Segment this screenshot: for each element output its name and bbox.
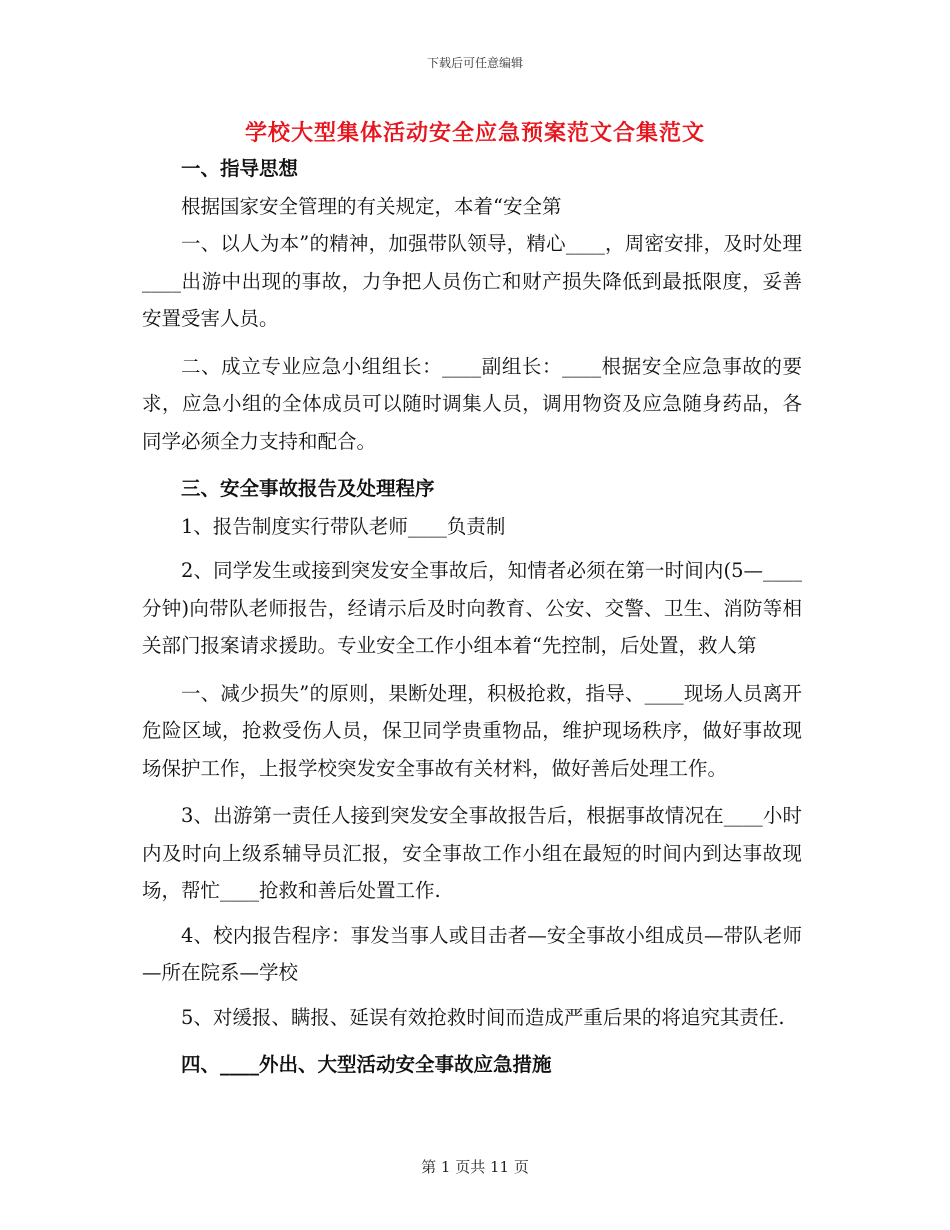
- paragraph-3: 二、成立专业应急小组组长：____副组长：____根据安全应急事故的要求，应急小组的全体成员可以随时调集人员，调用物资及应急随身药品，各同学必须全力支持和配合。: [142, 354, 802, 453]
- section-heading-3: 三、安全事故报告及处理程序: [181, 477, 435, 500]
- paragraph-7: 3、出游第一责任人接到突发安全事故报告后，根据事故情况在____小时内及时向上级系辅导员汇报，安全事故工作小组在最短的时间内到达事故现场，帮忙____抢救和善后处置工作.: [142, 804, 802, 902]
- section-heading-1: 一、指导思想: [181, 157, 299, 180]
- paragraph-6: 一、减少损失”的原则，果断处理，积极抢救，指导、____现场人员离开危险区域，抢救受伤人员，保卫同学贵重物品，维护现场秩序，做好事故现场保护工作，上报学校突发安全事故有关材料，做好善后处理工作。: [142, 681, 802, 780]
- paragraph-9: 5、对缓报、瞒报、延误有效抢救时间而造成严重后果的将追究其责任.: [181, 1005, 785, 1029]
- document-body: [142, 150, 802, 1084]
- header-note: 下载后可任意编辑: [426, 56, 523, 70]
- paragraph-1: 根据国家安全管理的有关规定，本着“安全第: [181, 194, 562, 218]
- paragraph-8: 4、校内报告程序：事发当事人或目击者—安全事故小组成员—带队老师—所在院系—学校: [142, 923, 802, 984]
- paragraph-2: 一、以人为本”的精神，加强带队领导，精心____，周密安排，及时处理____出游中出现的事故，力争把人员伤亡和财产损失降低到最抵限度，妥善安置受害人员。: [142, 232, 802, 330]
- paragraph-5: 2、同学发生或接到突发安全事故后，知情者必须在第一时间内(5—____分钟)向带队老师报告，经请示后及时向教育、公安、交警、卫生、消防等相关部门报案请求援助。专业安全工作小组本着“先控制，后处置，救人第: [142, 559, 802, 657]
- paragraph-4: 1、报告制度实行带队老师____负责制: [181, 514, 506, 538]
- page-footer: 第 1 页共 11 页: [421, 1158, 529, 1176]
- document-title: 学校大型集体活动安全应急预案范文合集范文: [244, 120, 705, 146]
- section-heading-4: 四、____外出、大型活动安全事故应急措施: [181, 1053, 552, 1076]
